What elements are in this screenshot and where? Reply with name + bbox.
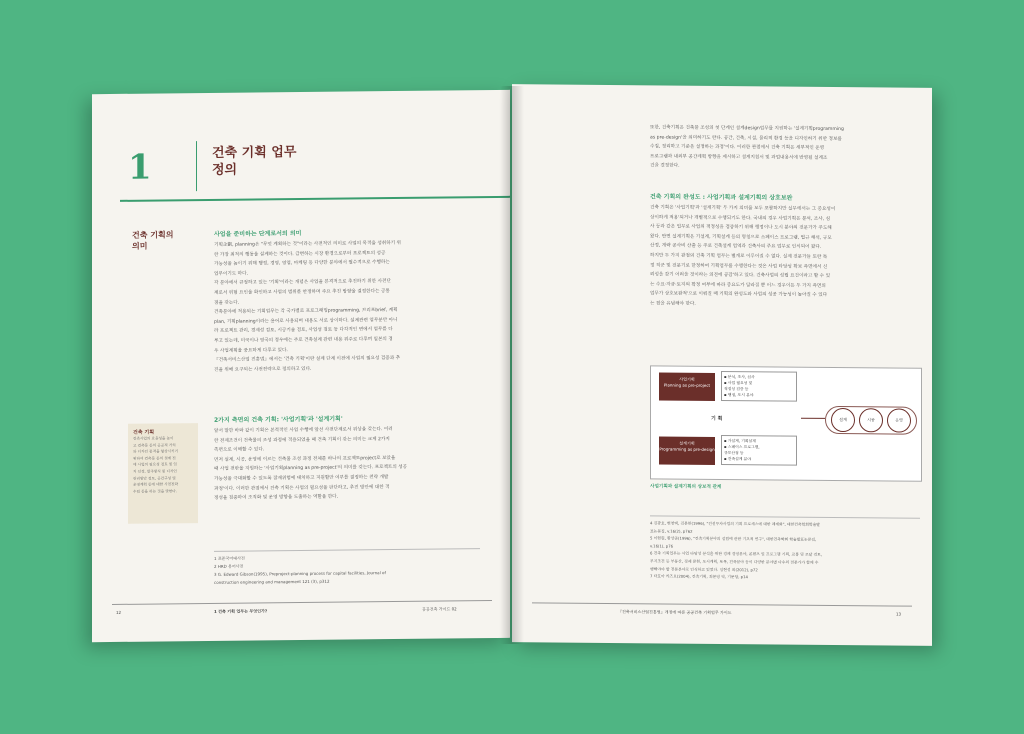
chapter-divider (196, 141, 197, 191)
note-line: 고 건축물 등의 공공적 가치 (133, 442, 176, 448)
body-line: 진을 위해 요구되는 사전전략으로 정의하고 있다. (214, 366, 312, 373)
note-line: 건축사업의 효율성을 높이 (133, 436, 174, 441)
chapter-rule (120, 196, 510, 202)
right-page-number: 13 (896, 611, 902, 617)
connector-line (801, 418, 825, 419)
body-line: 업무가 상호보완적'으로 이뤄질 때 기획의 완성도와 사업의 성공 가능성이 높아질 수 있다 (650, 291, 828, 299)
footnote-line: 2 HRD 용어사전 (214, 563, 244, 569)
footnote-line: 4 김광호, 현창택, 김문한(1996), "건설투자사업의 기획 프로세스에 대한 제계화", 대한건축학회학술발 (650, 520, 820, 527)
body-line: 왔다. 반면 설계기획은 기설계, 기획설계 등의 명칭으로 스페이스 프로그램, 법규 해석, 규모 (650, 234, 832, 241)
section1-heading: 사업을 준비하는 단계로서의 의미 (214, 229, 302, 238)
body-line: 『건축서비스산업 진흥법』에서는 '건축 기획'이란 설계 단계 이전에 사업의 필요성 검증과 추 (214, 356, 401, 364)
diagram-item: ▪ 가설계, 기획설계 (724, 438, 756, 444)
note-line: 관리방안 검토, 공간구성 및 (133, 475, 176, 481)
body-line: 건축 기획은 '사업기획'과 '설계기획' 두 가지 의미를 모두 포괄하지만 실무에서는 그 중요성이 (650, 205, 836, 212)
phase-circle-construction: 시공 (859, 408, 883, 432)
note-line: 지 선정, 발주방식 및 디자인 (133, 469, 177, 474)
footnote-line: 3 G. Edward Gibson(1995), Preproject-planning process for capital facilities, Journal of (214, 570, 386, 577)
body-line: 또한, 건축기획은 건축물 조성의 첫 단계인 설계design업무를 지원하는 '설계기획programming (650, 125, 844, 133)
planning-box-title: 사업기획 (679, 376, 695, 382)
body-line: 가능성을 극대화할 수 있도록 잠재위험에 대처하고 지원할만 여부를 결정하는 전략 개발 (214, 475, 389, 482)
body-line: 정 직군 및 전문기로 한정하여 기획업무를 수행한다는 것은 사업 타당성 확보 측면에서 신 (650, 262, 828, 270)
body-line: 루고 있는데, 미국이나 영국의 경우에는 주로 건축설계 관련 내용 위주로 다루며 일본의 경 (214, 336, 393, 344)
right-page (512, 84, 932, 646)
diagram-item: ▪ 행정, 도시 분야 (724, 392, 754, 398)
footnote-line: 6 건축 기획업무는 사업 타당성 분석을 위한 경제 경영분야, 콘텐츠 및 프로그램 기획, 교통 및 조달 검토, (650, 550, 823, 558)
body-line: 한 전제조건이 건축물의 조성 과정에 적용되었을 때 건축 기획이 갖는 의미는 크게 2가지 (214, 436, 390, 444)
body-line: 먼저 설계, 시공, 운영에 이르는 건축물 조성 과정 전체를 하나의 프로젝트project로 보았을 (214, 455, 396, 463)
footnote-line: 5 이현원, 황상준(1996), "건축기획분야의 설립에 관한 기초적 연구", 대한건축학회 학술발표논문집, (650, 535, 817, 543)
right-footer-title: 『건축서비스산업진흥법』개정에 따른 공공건축 기획업무 가이드 (618, 609, 732, 616)
body-line: 정성을 검증하여 조직화 및 운영 방향을 도출하는 역할을 한다. (214, 494, 339, 502)
body-line: as pre-design'을 의미하기도 한다. 공간, 건축, 시설, 물리적 환경 등을 디자인하기 위한 정보를 (650, 134, 842, 142)
relationship-diagram (650, 365, 922, 481)
chapter-number: 1 (128, 147, 152, 188)
left-footer-title: 1 건축 기획 업무는 무엇인가? (214, 608, 268, 614)
center-label: 기 획 (711, 415, 723, 423)
body-line: 는 점을 유념해야 한다. (650, 301, 696, 307)
note-body (133, 435, 193, 495)
planning-box-items (721, 371, 797, 402)
chapter-title-line2: 정의 (212, 162, 238, 178)
chapter-header (120, 128, 510, 202)
diagram-item: 적정성 검증 등 (724, 386, 749, 392)
body-line: 산정, 개략 공사비 산출 등 주로 건축설계 업역과 건축사의 주요 업무로 인식되어 왔다. (650, 243, 822, 251)
left-footnotes (214, 552, 480, 587)
planning-box-sub: Planning as pre-project (663, 382, 711, 388)
note-line: 위하여 건축물 등의 설계 전 (133, 456, 176, 461)
footnote-line: 7 타호아 카즈요(2004), 건축기획, 최문영 역, 기문당, p14 (650, 573, 748, 580)
diagram-caption: 사업기획과 설계기획의 상보적 관계 (650, 484, 722, 490)
body-line: 기획企劃, planning은 "무엇 계획하는 것"이라는 사전적인 의미로 사업의 목적을 성취하기 위 (214, 240, 401, 248)
phase-circle-design: 설계 (831, 408, 855, 432)
body-line: 계로서 위험 요인을 확인하고 사업의 범위를 한정하며 주요 추진 방향을 결정한다는 공통 (214, 289, 390, 296)
body-line: 상이하게 적용'되거나 개별적으로 수행되기도 한다. 국내의 경우 사업기획은 분석, 조사, 심 (650, 214, 831, 222)
body-line: 라 프로젝트 관리, 경제성 검토, 시공기술 검토, 사업성 검토 등 다각적인 면에서 업무를 다 (214, 327, 393, 335)
right-footnotes (650, 519, 920, 582)
section1-body (214, 238, 480, 375)
intro-paragraph (650, 123, 920, 173)
body-line: 측면으로 이해할 수 있다. (214, 447, 265, 454)
glossary-note (128, 423, 198, 524)
footnote-line: 부지조건 등 부동산, 경제 문헌, 도시계획, 토목, 건축분야 등이 다양한 분야별 다수의 전문가가 함께 수 (650, 558, 819, 565)
diagram-item: ▪ 건축설계 분야 (724, 456, 751, 462)
phase-circle-operation: 운영 (887, 408, 911, 432)
section2-heading: 2가지 측면의 건축 기획: '사업기획'과 '설계기획' (214, 415, 343, 424)
section-body (650, 203, 920, 311)
side-title (132, 229, 173, 251)
footnote-line: v.16(1), p76 (650, 543, 674, 549)
footnote-line: 표논문집, v.16(2), p762 (650, 527, 693, 534)
programming-box-items (721, 435, 797, 466)
footnote-line: construction engineering and management 121 (3), p312 (214, 578, 330, 585)
body-line: 때 사업 전반을 지원하는 '사업기획planning as pre-project'의 의미를 갖는다. 프로젝트의 성공 (214, 465, 408, 473)
right-footnote-rule (650, 515, 920, 518)
body-line: 한 가장 최적의 행동을 설계하는 것이다. 급변하는 시장 환경으로부터 프로젝트의 성공 (214, 250, 386, 258)
body-line: 업무이기도 하다. (214, 271, 248, 277)
section-heading: 건축 기획의 완성도 : 사업기획과 설계기획의 상호보완 (650, 193, 793, 202)
body-line: 건축분야에 적용되는 기획업무는 각 국가별로 프로그래밍programming, 브리프brief, 계획 (214, 308, 398, 316)
body-line: 건을 결정한다. (650, 163, 680, 170)
note-title: 건축 기획 (133, 429, 155, 436)
body-line: 는 수요·자금·토지의 확정 여부에 따라 중요도가 달라질 뿐 어느 경우이든 두 가지 측면의 (650, 282, 826, 289)
programming-box-title: 설계기획 (679, 440, 695, 446)
body-line: 앞서 말한 바와 같이 기획은 본격적인 사업 수행에 앞선 사전단계로서 위상을 갖는다. 이러 (214, 427, 393, 434)
note-line: 수립 등을 하는 것을 말한다. (133, 489, 177, 494)
body-line: 가능성을 높이기 위해 행정, 경영, 영업, 마케팅 등 다양한 분야에서 필수적으로 수행하는 (214, 260, 390, 268)
footer-rule (112, 600, 492, 605)
body-line: 점을 갖는다. (214, 300, 240, 306)
chapter-title (212, 144, 296, 179)
footnote-line: 행해야야 할 전문분야로 인식하고 있었다. 임현성 외(2012), p72 (650, 565, 758, 572)
diagram-item: 규모산정 등 (724, 450, 744, 456)
planning-box (659, 372, 715, 400)
body-line: 우 사업계획을 중요하게 다루고 있다. (214, 347, 288, 354)
body-line: 각 분야에서 규정하고 있는 '기획'이라는 개념은 사업을 본격적으로 추진하기 위한 사전단 (214, 279, 391, 287)
note-line: 와 디자인 품격을 향상시키기 (133, 449, 179, 454)
body-line: 뢰성을 갖기 어려울 것이라는 의견에 공감'하고 있다. 건축사업의 성립 요건이라고 할 수 있 (650, 272, 831, 280)
left-page-number: 12 (116, 609, 122, 615)
side-title-line1: 건축 기획의 (132, 230, 174, 240)
body-line: plan, 기획planning이라는 용어로 사용되며 내용도 서로 상이하다. 설계관련 업무분만 아니 (214, 317, 398, 325)
programming-box (659, 436, 715, 464)
side-title-line2: 의미 (132, 241, 148, 251)
footnote-rule (214, 548, 480, 552)
diagram-item: ▪ 스페이스 프로그램, (724, 444, 760, 450)
note-line: 에 사업의 필요성 검토 및 입 (133, 462, 177, 468)
body-line: 하지만 두 가지 관점의 건축 기획 업무는 별개로 이루어질 수 없다. 실제 전문가들 또한 특 (650, 253, 828, 260)
diagram-item: ▪ 사업 필요성 및 (724, 380, 753, 386)
left-page (92, 90, 510, 642)
body-line: 사 등과 같은 업무로 사업의 적정성을 검증하기 위해 행정이나 도시 분야의 전문가가 주도해 (650, 224, 832, 232)
diagram-item: ▪ 분석, 조사, 심사 (724, 374, 755, 380)
body-line: 프로그램과 내외부 공간계획 방향을 제시하고 설계지침서 및 과업내용서에 반영될 설계조 (650, 154, 828, 161)
right-footer-rule (532, 602, 912, 606)
note-line: 운영계획 등에 대한 사전전략 (133, 482, 179, 487)
body-line: 수집, 정리하고 기준을 설정하는 과정'이다. 이러한 관점에서 건축 기획은 세부적인 운영 (650, 144, 825, 152)
programming-box-sub: Programming as pre-design (659, 446, 715, 452)
section2-body (214, 424, 480, 504)
left-footer-right: 공공건축 가이드 02 (422, 606, 457, 612)
footnote-line: 1 표준국어대사전 (214, 555, 245, 561)
body-line: 과정'이다. 이러한 관점에서 건축 기획은 사업의 필요성을 판단하고, 추진 방안에 대한 적 (214, 484, 390, 492)
chapter-title-line1: 건축 기획 업무 (212, 145, 297, 161)
